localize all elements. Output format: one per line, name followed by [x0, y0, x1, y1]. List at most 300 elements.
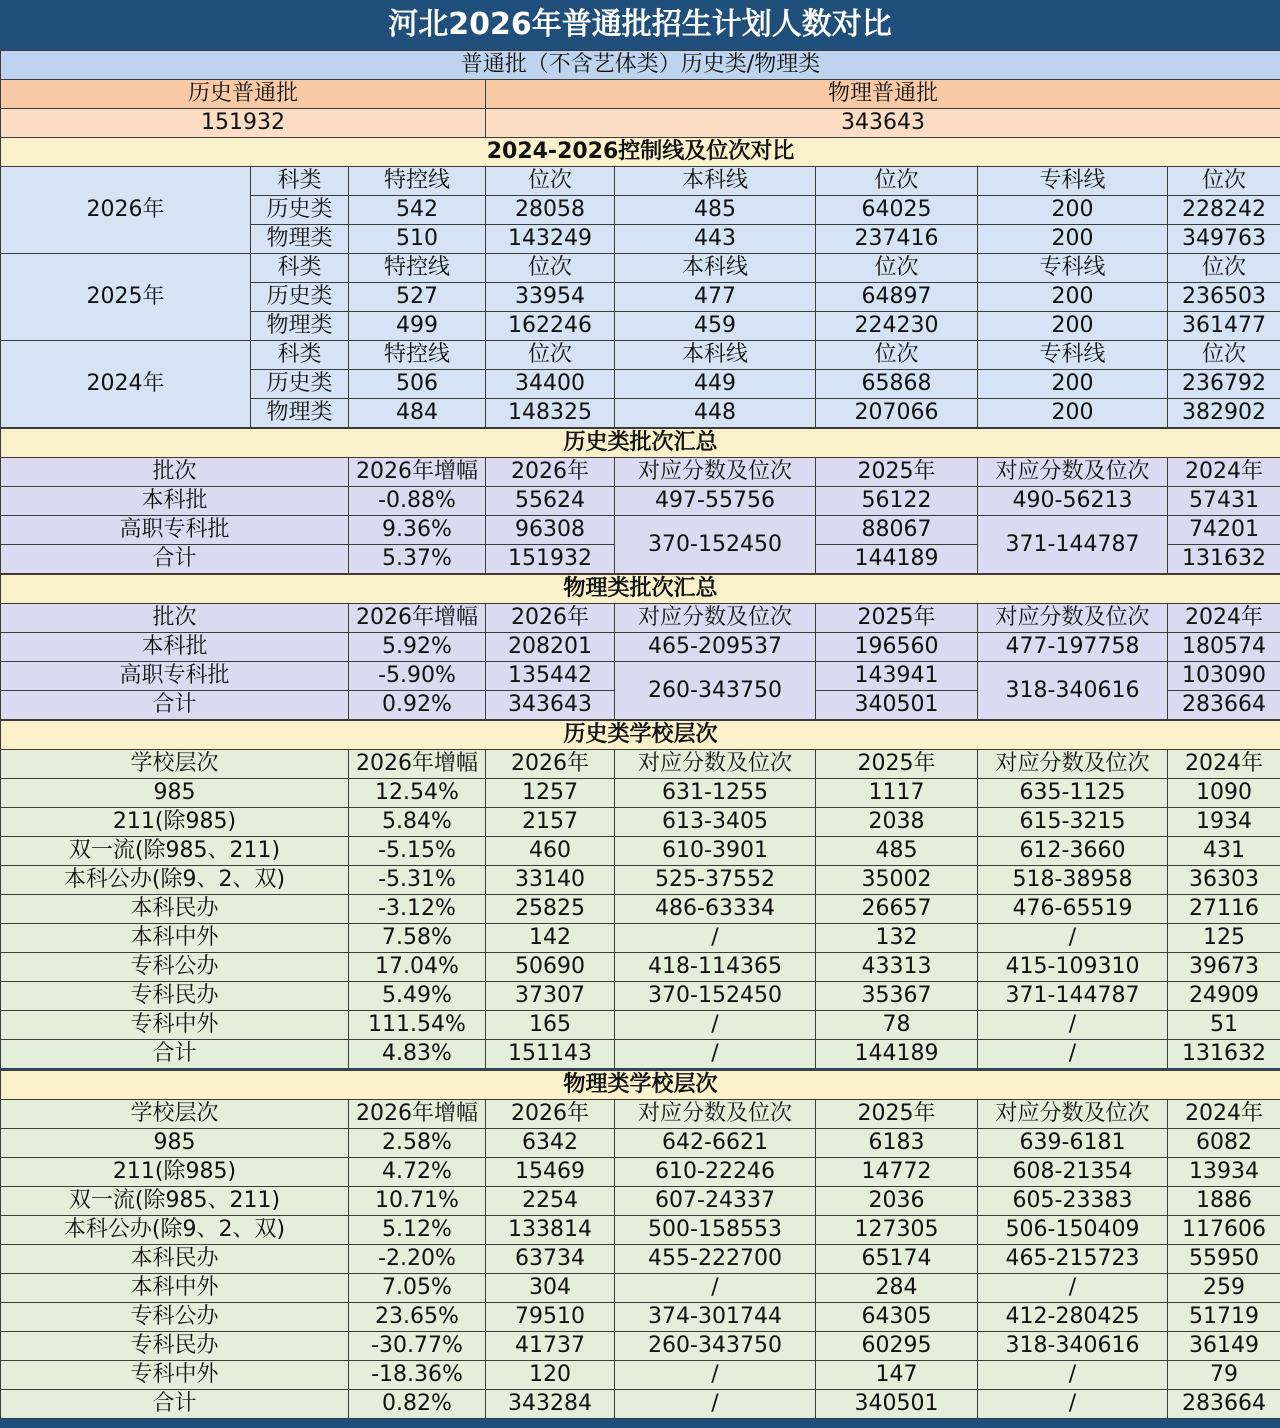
school-cell: 431: [1168, 837, 1280, 866]
school-cell: 370-152450: [615, 982, 816, 1011]
control-cell: 448: [615, 399, 816, 428]
physics-batch-table: [0, 574, 1280, 720]
control-cell: 459: [615, 312, 816, 341]
school-header-cell: 2025年: [816, 750, 978, 779]
batch-cell: 55624: [486, 487, 615, 516]
section-title: 物理类批次汇总: [1, 575, 1280, 604]
school-cell: 985: [1, 1129, 349, 1158]
batch-cell: 合计: [1, 691, 349, 720]
school-cell: 610-22246: [615, 1158, 816, 1187]
batch-cell: 283664: [1168, 691, 1280, 720]
school-cell: 111.54%: [349, 1011, 486, 1040]
batch-header-cell: 2026年增幅: [349, 604, 486, 633]
batch-cell: 57431: [1168, 487, 1280, 516]
school-cell: 132: [816, 924, 978, 953]
school-cell: 39673: [1168, 953, 1280, 982]
batch-header-row: [1, 604, 1280, 633]
school-cell: 283664: [1168, 1390, 1280, 1419]
school-cell: 专科中外: [1, 1361, 349, 1390]
school-cell: /: [978, 1361, 1168, 1390]
batch-cell: 高职专科批: [1, 662, 349, 691]
school-cell: 211(除985): [1, 1158, 349, 1187]
control-header-cell: 科类: [251, 341, 349, 370]
batch-cell: 371-144787: [978, 516, 1168, 574]
school-header-row: [1, 750, 1280, 779]
school-cell: 6183: [816, 1129, 978, 1158]
batch-cell: 260-343750: [615, 662, 816, 720]
school-header-cell: 2024年: [1168, 1100, 1280, 1129]
school-header-cell: 学校层次: [1, 750, 349, 779]
physics-school-table: [0, 1070, 1280, 1419]
section-title: 物理类学校层次: [1, 1071, 1280, 1100]
school-cell: 60295: [816, 1332, 978, 1361]
batch-cell: 151932: [486, 545, 615, 574]
school-cell: 78: [816, 1011, 978, 1040]
school-cell: 318-340616: [978, 1332, 1168, 1361]
control-cell: 34400: [486, 370, 615, 399]
school-cell: 7.58%: [349, 924, 486, 953]
control-cell: 物理类: [251, 312, 349, 341]
control-cell: 228242: [1168, 196, 1280, 225]
school-header-cell: 2026年: [486, 1100, 615, 1129]
school-header-cell: 2024年: [1168, 750, 1280, 779]
school-cell: 615-3215: [978, 808, 1168, 837]
batch-cell: 490-56213: [978, 487, 1168, 516]
school-cell: 607-24337: [615, 1187, 816, 1216]
school-cell: /: [978, 1011, 1168, 1040]
school-cell: 260-343750: [615, 1332, 816, 1361]
school-cell: 10.71%: [349, 1187, 486, 1216]
control-cell: 物理类: [251, 399, 349, 428]
batch-cell: 5.92%: [349, 633, 486, 662]
school-cell: 211(除985): [1, 808, 349, 837]
batch-header-cell: 对应分数及位次: [978, 604, 1168, 633]
school-cell: /: [978, 1390, 1168, 1419]
school-cell: 25825: [486, 895, 615, 924]
history-school-table: [0, 720, 1280, 1069]
school-cell: 35002: [816, 866, 978, 895]
batch-cell: 56122: [816, 487, 978, 516]
control-header-cell: 特控线: [349, 167, 486, 196]
control-cell: 224230: [816, 312, 978, 341]
school-cell: /: [978, 1040, 1168, 1069]
plan-table: [0, 50, 1280, 167]
school-cell: 6082: [1168, 1129, 1280, 1158]
school-row: [1, 1158, 1280, 1187]
control-cell: 236792: [1168, 370, 1280, 399]
physics-plan-label: 物理普通批: [486, 80, 1280, 109]
school-cell: 7.05%: [349, 1274, 486, 1303]
control-cell: 历史类: [251, 370, 349, 399]
batch-row: [1, 487, 1280, 516]
page-title: 河北2026年普通批招生计划人数对比: [0, 0, 1280, 50]
control-cell: 200: [978, 370, 1168, 399]
history-plan-label: 历史普通批: [1, 80, 486, 109]
control-cell: 65868: [816, 370, 978, 399]
school-cell: /: [615, 1390, 816, 1419]
batch-cell: 5.37%: [349, 545, 486, 574]
school-header-cell: 对应分数及位次: [978, 1100, 1168, 1129]
school-cell: 35367: [816, 982, 978, 1011]
school-cell: 64305: [816, 1303, 978, 1332]
school-cell: 专科公办: [1, 1303, 349, 1332]
school-cell: 15469: [486, 1158, 615, 1187]
control-header-cell: 位次: [1168, 167, 1280, 196]
school-cell: 165: [486, 1011, 615, 1040]
batch-cell: 180574: [1168, 633, 1280, 662]
school-cell: 1257: [486, 779, 615, 808]
school-cell: 133814: [486, 1216, 615, 1245]
school-cell: 142: [486, 924, 615, 953]
school-cell: 525-37552: [615, 866, 816, 895]
batch-cell: 343643: [486, 691, 615, 720]
section-title-row: [1, 1071, 1280, 1100]
school-row: [1, 1332, 1280, 1361]
school-cell: 1117: [816, 779, 978, 808]
school-row: [1, 1187, 1280, 1216]
school-cell: 65174: [816, 1245, 978, 1274]
school-cell: /: [615, 924, 816, 953]
school-row: [1, 1245, 1280, 1274]
school-header-cell: 2025年: [816, 1100, 978, 1129]
section-title-row: [1, 429, 1280, 458]
batch-header-cell: 对应分数及位次: [978, 458, 1168, 487]
control-cell: 527: [349, 283, 486, 312]
school-cell: 476-65519: [978, 895, 1168, 924]
school-cell: 144189: [816, 1040, 978, 1069]
school-row: [1, 779, 1280, 808]
control-cell: 499: [349, 312, 486, 341]
school-cell: /: [615, 1040, 816, 1069]
control-header-cell: 本科线: [615, 167, 816, 196]
school-cell: 127305: [816, 1216, 978, 1245]
school-cell: 151143: [486, 1040, 615, 1069]
control-section-title: 2024-2026控制线及位次对比: [1, 138, 1280, 167]
control-header-cell: 位次: [1168, 341, 1280, 370]
control-cell: 162246: [486, 312, 615, 341]
control-cell: 物理类: [251, 225, 349, 254]
control-header-cell: 特控线: [349, 341, 486, 370]
school-header-cell: 对应分数及位次: [978, 750, 1168, 779]
school-cell: 642-6621: [615, 1129, 816, 1158]
school-cell: 506-150409: [978, 1216, 1168, 1245]
batch-cell: 340501: [816, 691, 978, 720]
control-cell: 28058: [486, 196, 615, 225]
control-cell: 200: [978, 312, 1168, 341]
school-cell: 合计: [1, 1040, 349, 1069]
control-cell: 542: [349, 196, 486, 225]
school-cell: 51719: [1168, 1303, 1280, 1332]
school-cell: 双一流(除985、211): [1, 1187, 349, 1216]
school-cell: 631-1255: [615, 779, 816, 808]
control-header-cell: 位次: [486, 341, 615, 370]
school-cell: 608-21354: [978, 1158, 1168, 1187]
control-cell: 200: [978, 196, 1168, 225]
control-line-table: [0, 166, 1280, 428]
batch-cell: 88067: [816, 516, 978, 545]
school-cell: 985: [1, 779, 349, 808]
school-cell: 259: [1168, 1274, 1280, 1303]
control-cell: 449: [615, 370, 816, 399]
school-cell: 本科中外: [1, 924, 349, 953]
control-cell: 484: [349, 399, 486, 428]
school-cell: 本科民办: [1, 895, 349, 924]
batch-header-cell: 2025年: [816, 604, 978, 633]
school-cell: 24909: [1168, 982, 1280, 1011]
school-cell: 486-63334: [615, 895, 816, 924]
school-cell: /: [978, 1274, 1168, 1303]
control-cell: 361477: [1168, 312, 1280, 341]
batch-header-cell: 批次: [1, 604, 349, 633]
school-cell: 415-109310: [978, 953, 1168, 982]
school-cell: 2038: [816, 808, 978, 837]
batch-header-cell: 2026年: [486, 458, 615, 487]
school-header-row: [1, 1100, 1280, 1129]
batch-cell: 74201: [1168, 516, 1280, 545]
control-cell: 510: [349, 225, 486, 254]
school-cell: -3.12%: [349, 895, 486, 924]
school-cell: 51: [1168, 1011, 1280, 1040]
control-header-cell: 专科线: [978, 167, 1168, 196]
control-header-cell: 位次: [486, 167, 615, 196]
school-row: [1, 895, 1280, 924]
batch-cell: 9.36%: [349, 516, 486, 545]
control-cell: 历史类: [251, 196, 349, 225]
control-header-row: [1, 167, 1280, 196]
control-cell: 443: [615, 225, 816, 254]
control-cell: 200: [978, 399, 1168, 428]
school-cell: 4.83%: [349, 1040, 486, 1069]
control-cell: 506: [349, 370, 486, 399]
school-cell: 2254: [486, 1187, 615, 1216]
school-cell: 79: [1168, 1361, 1280, 1390]
control-cell: 207066: [816, 399, 978, 428]
control-header-cell: 特控线: [349, 254, 486, 283]
school-cell: 5.12%: [349, 1216, 486, 1245]
school-cell: 1886: [1168, 1187, 1280, 1216]
school-cell: 518-38958: [978, 866, 1168, 895]
batch-cell: 96308: [486, 516, 615, 545]
year-label: 2025年: [1, 254, 251, 341]
control-cell: 148325: [486, 399, 615, 428]
control-cell: 382902: [1168, 399, 1280, 428]
school-cell: 37307: [486, 982, 615, 1011]
school-cell: 17.04%: [349, 953, 486, 982]
control-header-cell: 位次: [1168, 254, 1280, 283]
school-cell: /: [615, 1361, 816, 1390]
school-cell: 4.72%: [349, 1158, 486, 1187]
school-cell: 610-3901: [615, 837, 816, 866]
control-header-row: [1, 254, 1280, 283]
school-cell: 本科中外: [1, 1274, 349, 1303]
batch-cell: -5.90%: [349, 662, 486, 691]
control-cell: 237416: [816, 225, 978, 254]
school-cell: 117606: [1168, 1216, 1280, 1245]
control-cell: 477: [615, 283, 816, 312]
school-cell: 147: [816, 1361, 978, 1390]
control-header-cell: 本科线: [615, 254, 816, 283]
batch-header-cell: 2026年: [486, 604, 615, 633]
control-header-cell: 本科线: [615, 341, 816, 370]
school-cell: 605-23383: [978, 1187, 1168, 1216]
batch-cell: 0.92%: [349, 691, 486, 720]
school-header-cell: 2026年增幅: [349, 750, 486, 779]
school-row: [1, 953, 1280, 982]
batch-row: [1, 633, 1280, 662]
batch-header-cell: 2024年: [1168, 458, 1280, 487]
control-header-cell: 专科线: [978, 341, 1168, 370]
batch-cell: 135442: [486, 662, 615, 691]
school-cell: 284: [816, 1274, 978, 1303]
school-row: [1, 924, 1280, 953]
school-cell: 2.58%: [349, 1129, 486, 1158]
school-row: [1, 1303, 1280, 1332]
school-cell: 1934: [1168, 808, 1280, 837]
school-row: [1, 1129, 1280, 1158]
school-cell: 418-114365: [615, 953, 816, 982]
year-label: 2024年: [1, 341, 251, 428]
school-cell: 合计: [1, 1390, 349, 1419]
school-row: [1, 1274, 1280, 1303]
school-cell: 0.82%: [349, 1390, 486, 1419]
control-cell: 349763: [1168, 225, 1280, 254]
school-cell: 79510: [486, 1303, 615, 1332]
school-cell: 27116: [1168, 895, 1280, 924]
school-cell: 13934: [1168, 1158, 1280, 1187]
batch-cell: 208201: [486, 633, 615, 662]
school-cell: 120: [486, 1361, 615, 1390]
control-header-cell: 位次: [486, 254, 615, 283]
batch-cell: 本科批: [1, 487, 349, 516]
school-cell: 412-280425: [978, 1303, 1168, 1332]
batch-row: [1, 516, 1280, 545]
school-cell: 1090: [1168, 779, 1280, 808]
batch-cell: 143941: [816, 662, 978, 691]
control-header-cell: 位次: [816, 341, 978, 370]
school-cell: -5.31%: [349, 866, 486, 895]
batch-cell: 131632: [1168, 545, 1280, 574]
section-title: 历史类批次汇总: [1, 429, 1280, 458]
school-row: [1, 1216, 1280, 1245]
batch-cell: 477-197758: [978, 633, 1168, 662]
subtitle: 普通批（不含艺体类）历史类/物理类: [1, 51, 1280, 80]
school-cell: 63734: [486, 1245, 615, 1274]
year-label: 2026年: [1, 167, 251, 254]
school-cell: 23.65%: [349, 1303, 486, 1332]
school-cell: 2157: [486, 808, 615, 837]
batch-header-cell: 对应分数及位次: [615, 604, 816, 633]
school-cell: 专科民办: [1, 1332, 349, 1361]
school-cell: 12.54%: [349, 779, 486, 808]
school-cell: 36303: [1168, 866, 1280, 895]
batch-cell: 103090: [1168, 662, 1280, 691]
school-row: [1, 1390, 1280, 1419]
school-cell: 14772: [816, 1158, 978, 1187]
school-cell: 639-6181: [978, 1129, 1168, 1158]
batch-row: [1, 662, 1280, 691]
school-cell: 612-3660: [978, 837, 1168, 866]
school-cell: 485: [816, 837, 978, 866]
control-cell: 236503: [1168, 283, 1280, 312]
school-header-cell: 学校层次: [1, 1100, 349, 1129]
control-cell: 485: [615, 196, 816, 225]
school-cell: 26657: [816, 895, 978, 924]
physics-plan-value: 343643: [486, 109, 1280, 138]
control-cell: 143249: [486, 225, 615, 254]
control-header-cell: 专科线: [978, 254, 1168, 283]
control-header-cell: 位次: [816, 254, 978, 283]
control-cell: 33954: [486, 283, 615, 312]
school-header-cell: 2026年增幅: [349, 1100, 486, 1129]
school-cell: 43313: [816, 953, 978, 982]
school-cell: 本科公办(除9、2、双): [1, 1216, 349, 1245]
school-cell: 本科民办: [1, 1245, 349, 1274]
control-header-row: [1, 341, 1280, 370]
school-cell: 613-3405: [615, 808, 816, 837]
batch-header-row: [1, 458, 1280, 487]
batch-cell: 高职专科批: [1, 516, 349, 545]
batch-header-cell: 2024年: [1168, 604, 1280, 633]
school-cell: -30.77%: [349, 1332, 486, 1361]
school-cell: 374-301744: [615, 1303, 816, 1332]
section-title-row: [1, 575, 1280, 604]
batch-cell: 196560: [816, 633, 978, 662]
history-plan-value: 151932: [1, 109, 486, 138]
school-cell: 635-1125: [978, 779, 1168, 808]
school-cell: 33140: [486, 866, 615, 895]
batch-header-cell: 2026年增幅: [349, 458, 486, 487]
batch-cell: 370-152450: [615, 516, 816, 574]
batch-header-cell: 2025年: [816, 458, 978, 487]
control-cell: 64025: [816, 196, 978, 225]
school-cell: 专科民办: [1, 982, 349, 1011]
school-cell: /: [615, 1274, 816, 1303]
school-cell: 55950: [1168, 1245, 1280, 1274]
school-row: [1, 808, 1280, 837]
school-cell: 双一流(除985、211): [1, 837, 349, 866]
control-header-cell: 位次: [816, 167, 978, 196]
school-cell: 455-222700: [615, 1245, 816, 1274]
batch-cell: -0.88%: [349, 487, 486, 516]
school-cell: 304: [486, 1274, 615, 1303]
batch-header-cell: 对应分数及位次: [615, 458, 816, 487]
school-cell: -2.20%: [349, 1245, 486, 1274]
batch-header-cell: 批次: [1, 458, 349, 487]
bottom-bar: [0, 1420, 1280, 1428]
school-header-cell: 对应分数及位次: [615, 750, 816, 779]
batch-cell: 144189: [816, 545, 978, 574]
school-cell: 343284: [486, 1390, 615, 1419]
school-cell: 36149: [1168, 1332, 1280, 1361]
school-cell: 专科公办: [1, 953, 349, 982]
control-cell: 历史类: [251, 283, 349, 312]
section-title-row: [1, 721, 1280, 750]
school-cell: 371-144787: [978, 982, 1168, 1011]
school-row: [1, 1011, 1280, 1040]
control-cell: 200: [978, 225, 1168, 254]
school-cell: 本科公办(除9、2、双): [1, 866, 349, 895]
school-cell: 专科中外: [1, 1011, 349, 1040]
school-cell: 500-158553: [615, 1216, 816, 1245]
school-cell: -18.36%: [349, 1361, 486, 1390]
control-header-cell: 科类: [251, 167, 349, 196]
history-batch-table: [0, 428, 1280, 574]
school-header-cell: 2026年: [486, 750, 615, 779]
school-header-cell: 对应分数及位次: [615, 1100, 816, 1129]
school-cell: 2036: [816, 1187, 978, 1216]
batch-cell: 465-209537: [615, 633, 816, 662]
school-row: [1, 866, 1280, 895]
